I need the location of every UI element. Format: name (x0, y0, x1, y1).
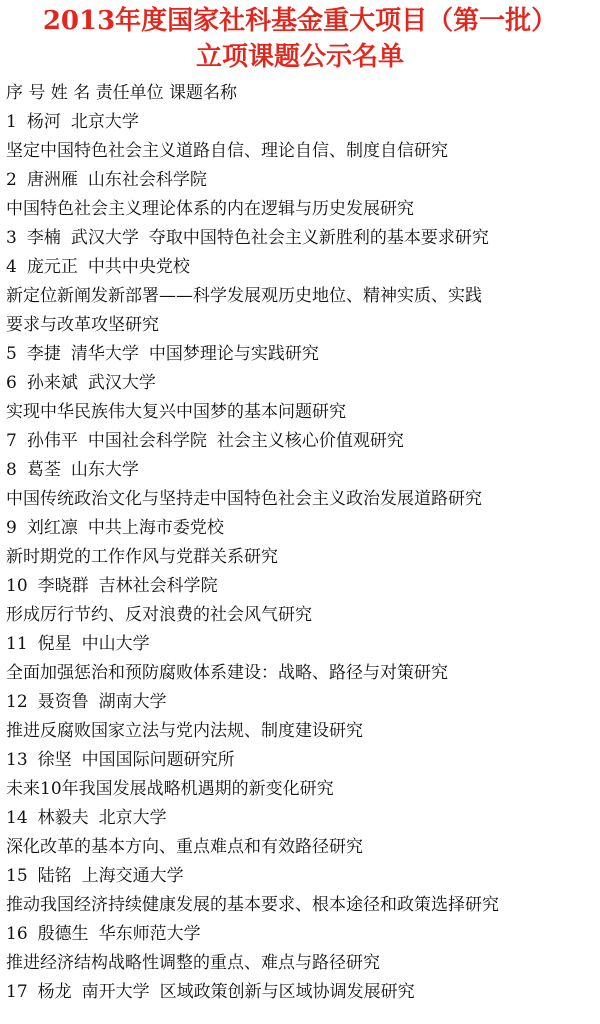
entry-number: 1 (6, 112, 17, 132)
entry-number: 8 (6, 460, 17, 480)
entry-info (6, 575, 600, 598)
entry-name: 李捷 (26, 344, 61, 364)
entry-unit: 上海交通大学 (81, 866, 184, 886)
entry-name: 李晓群 (37, 576, 89, 596)
entry-topic (6, 546, 600, 569)
entry-topic-text: 推进反腐败国家立法与党内法规、制度建设研究 (6, 721, 363, 741)
entry-topic (6, 198, 600, 221)
entry-topic (6, 285, 600, 308)
entry-number: 10 (6, 576, 28, 596)
entry-number: 14 (6, 808, 28, 828)
entry-unit: 北京大学 (70, 112, 139, 132)
entry-name: 徐坚 (37, 750, 72, 770)
entry-name: 林毅夫 (37, 808, 89, 828)
entry-topic (6, 836, 600, 859)
entry-name: 杨河 (26, 112, 61, 132)
entry-topic-text: 中国特色社会主义理论体系的内在逻辑与历史发展研究 (6, 199, 414, 221)
entry-unit: 山东大学 (70, 460, 139, 480)
entry-info (6, 807, 600, 830)
entry-topic-text: 中国传统政治文化与坚持走中国特色社会主义政治发展道路研究 (6, 489, 482, 511)
entry-topic (6, 314, 600, 337)
entry-unit: 华东师范大学 (98, 924, 201, 944)
entry-number: 5 (6, 344, 17, 364)
entry-info (6, 691, 600, 714)
entry-unit: 北京大学 (98, 808, 167, 828)
entry-name: 葛荃 (26, 460, 61, 480)
entry-info (6, 633, 600, 656)
entry-unit: 山东社会科学院 (87, 170, 207, 190)
entry-topic-text: 区域政策创新与区域协调发展研究 (159, 982, 415, 1002)
entry-info (6, 865, 600, 888)
entry-unit: 武汉大学 (70, 228, 139, 248)
entry-topic (6, 401, 600, 424)
entry-number: 12 (6, 692, 28, 712)
entry-topic-text: 中国梦理论与实践研究 (149, 344, 319, 366)
entry-name: 唐洲雁 (26, 170, 78, 190)
entry-unit: 中共中央党校 (87, 257, 190, 277)
entry-unit: 中山大学 (81, 634, 150, 654)
entry-name: 孙伟平 (26, 431, 78, 451)
entry-number: 3 (6, 228, 17, 248)
entry-name: 聂资鲁 (37, 692, 89, 712)
entry-topic-text: 实现中华民族伟大复兴中国梦的基本问题研究 (6, 402, 346, 424)
entry-name: 殷德生 (37, 924, 89, 944)
entry-topic-text-underlined: 新定位新阐发新部署 (6, 286, 159, 308)
entry-info (6, 343, 600, 366)
entry-topic-text: 全面加强惩治和预防腐败体系建设：战略、路径与对策研究 (6, 663, 448, 683)
entry-info (6, 981, 600, 1004)
entry-info (6, 111, 600, 134)
entry-info (6, 459, 600, 482)
entry-topic-text: 未来10年我国发展战略机遇期的新变化研究 (6, 779, 334, 799)
entry-unit: 中共上海市委党校 (87, 518, 224, 538)
document-title-line-2: 立项课题公示名单 (195, 42, 404, 72)
entry-number: 4 (6, 257, 17, 277)
entry-number: 15 (6, 866, 28, 886)
entry-topic-text-continued: 要求与改革攻坚研究 (6, 315, 159, 335)
entry-name: 孙来斌 (26, 373, 78, 393)
entry-topic (6, 720, 600, 743)
entry-topic-text: 形成厉行节约、反对浪费的社会风气研究 (6, 605, 312, 627)
entry-topic-text: 坚定中国特色社会主义道路自信、理论自信、制度自信研究 (6, 141, 448, 163)
entry-number: 11 (6, 634, 28, 654)
entry-name: 刘红凛 (26, 518, 78, 538)
entry-topic (6, 952, 600, 975)
entry-name: 庞元正 (26, 257, 78, 277)
entry-info (6, 749, 600, 772)
entry-number: 17 (6, 982, 28, 1002)
entry-number: 16 (6, 924, 28, 944)
entry-info (6, 169, 600, 192)
entry-topic (6, 662, 600, 685)
entry-topic (6, 894, 586, 917)
entry-unit: 清华大学 (70, 344, 139, 364)
entry-topic (6, 488, 600, 511)
entry-unit: 武汉大学 (87, 373, 156, 393)
entry-number: 2 (6, 170, 17, 190)
entry-topic (6, 140, 600, 163)
entry-unit: 中国社会科学院 (87, 431, 207, 451)
entry-unit: 湖南大学 (98, 692, 167, 712)
entry-topic (6, 778, 600, 801)
entry-topic-text: 深化改革的基本方向、重点难点和有效路径研究 (6, 837, 363, 857)
column-header: 序 号 姓 名 责任单位 课题名称 (6, 83, 238, 103)
entry-topic-text: 社会主义核心价值观研究 (217, 431, 404, 453)
entry-topic-text: 新时期党的工作作风与党群关系研究 (6, 547, 278, 569)
entry-unit: 吉林社会科学院 (98, 576, 218, 596)
entry-topic-text-continued: ——科学发展观历史地位、精神实质、实践 (159, 286, 482, 306)
entry-unit: 中国国际问题研究所 (81, 750, 235, 770)
entry-topic-text: 推进经济结构战略性调整的重点、难点与路径研究 (6, 953, 380, 973)
entry-info (6, 517, 600, 540)
entry-name: 陆铭 (37, 866, 72, 886)
entry-name: 倪星 (37, 634, 72, 654)
entry-number: 7 (6, 431, 17, 451)
entry-topic-text: 推动我国经济持续健康发展的基本要求、根本途径和政策选择研究 (6, 895, 499, 915)
entry-topic-text: 夺取中国特色社会主义新胜利的基本要求研究 (149, 228, 489, 250)
entry-topic (6, 604, 600, 627)
entry-name: 李楠 (26, 228, 61, 248)
entry-number: 13 (6, 750, 28, 770)
entry-info (6, 227, 600, 250)
document-title-line-1: 2013年度国家社科基金重大项目（第一批） (42, 6, 558, 36)
entry-unit: 南开大学 (81, 982, 150, 1002)
entry-info (6, 372, 600, 395)
entry-name: 杨龙 (37, 982, 72, 1002)
entry-info (6, 256, 600, 279)
entry-info (6, 430, 600, 453)
entry-info (6, 923, 600, 946)
entry-number: 6 (6, 373, 17, 393)
entry-number: 9 (6, 518, 17, 538)
